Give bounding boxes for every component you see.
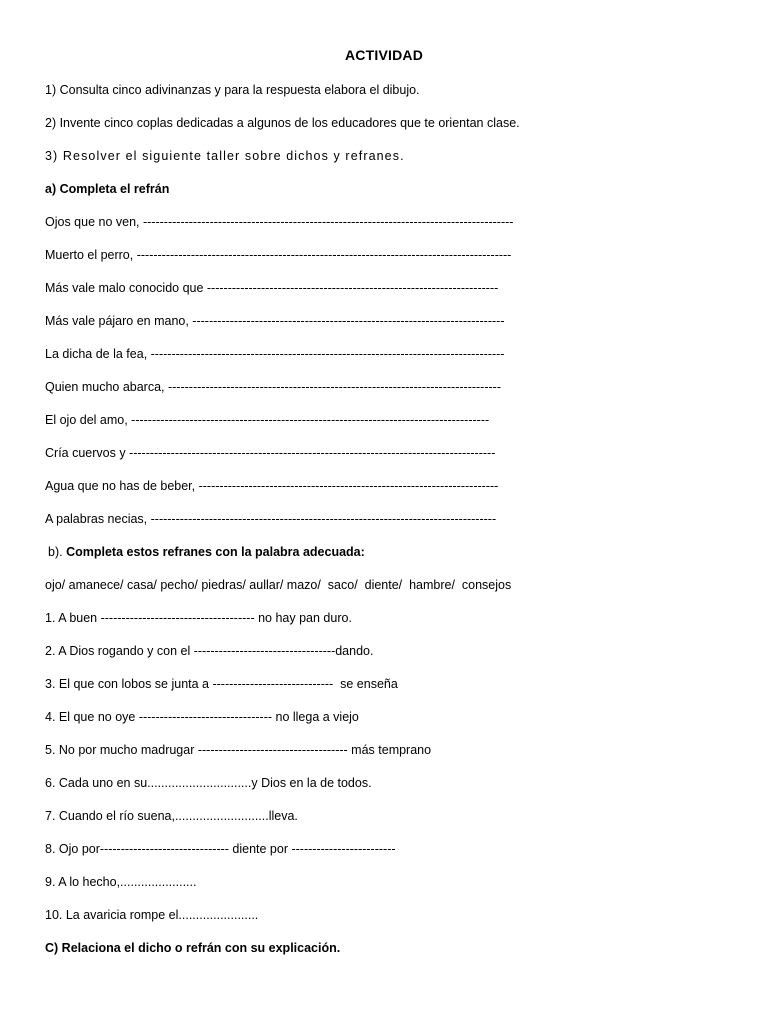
refran-item-7: El ojo del amo, -------------------------------------------------------------------------------------- (45, 413, 490, 427)
instruction-1: 1) Consulta cinco adivinanzas y para la respuesta elabora el dibujo. (45, 83, 420, 97)
fill-item-9: 9. A lo hecho,...................... (45, 875, 197, 889)
fill-item-10: 10. La avaricia rompe el....................... (45, 908, 259, 922)
fill-item-8: 8. Ojo por------------------------------- diente por ------------------------- (45, 842, 396, 856)
section-a-heading: a) Completa el refrán (45, 182, 170, 196)
fill-item-5: 5. No por mucho madrugar ------------------------------------ más temprano (45, 743, 432, 757)
refran-item-8: Cría cuervos y ---------------------------------------------------------------------------------------- (45, 446, 496, 460)
fill-item-4: 4. El que no oye -------------------------------- no llega a viejo (45, 710, 359, 724)
section-b-title: Completa estos refranes con la palabra adecuada: (66, 545, 365, 559)
section-b-heading (48, 544, 365, 560)
instruction-3: 3) Resolver el siguiente taller sobre dichos y refranes. (45, 149, 405, 163)
refran-item-9: Agua que no has de beber, ------------------------------------------------------------------------ (45, 479, 499, 493)
section-c-heading: C) Relaciona el dicho o refrán con su explicación. (45, 941, 341, 955)
refran-item-1: Ojos que no ven, ----------------------------------------------------------------------------------------- (45, 215, 514, 229)
fill-item-2: 2. A Dios rogando y con el ----------------------------------dando. (45, 644, 374, 658)
refran-item-5: La dicha de la fea, ------------------------------------------------------------------------------------- (45, 347, 505, 361)
refran-item-2: Muerto el perro, ------------------------------------------------------------------------------------------ (45, 248, 512, 262)
fill-item-6: 6. Cada uno en su..............................y Dios en la de todos. (45, 776, 372, 790)
refran-item-4: Más vale pájaro en mano, --------------------------------------------------------------------------- (45, 314, 505, 328)
instruction-2: 2) Invente cinco coplas dedicadas a algunos de los educadores que te orientan clase. (45, 116, 520, 130)
section-b-prefix: b). (48, 545, 67, 559)
fill-item-7: 7. Cuando el río suena,...........................lleva. (45, 809, 298, 823)
fill-item-1: 1. A buen ------------------------------------- no hay pan duro. (45, 611, 352, 625)
refran-item-3: Más vale malo conocido que ---------------------------------------------------------------------- (45, 281, 499, 295)
refran-item-6: Quien mucho abarca, -------------------------------------------------------------------------------- (45, 380, 501, 394)
page-title: ACTIVIDAD (344, 47, 424, 63)
refran-item-10: A palabras necias, ----------------------------------------------------------------------------------- (45, 512, 497, 526)
word-bank: ojo/ amanece/ casa/ pecho/ piedras/ aullar/ mazo/ saco/ diente/ hambre/ consejos (45, 578, 512, 592)
fill-item-3: 3. El que con lobos se junta a ----------------------------- se enseña (45, 677, 398, 691)
